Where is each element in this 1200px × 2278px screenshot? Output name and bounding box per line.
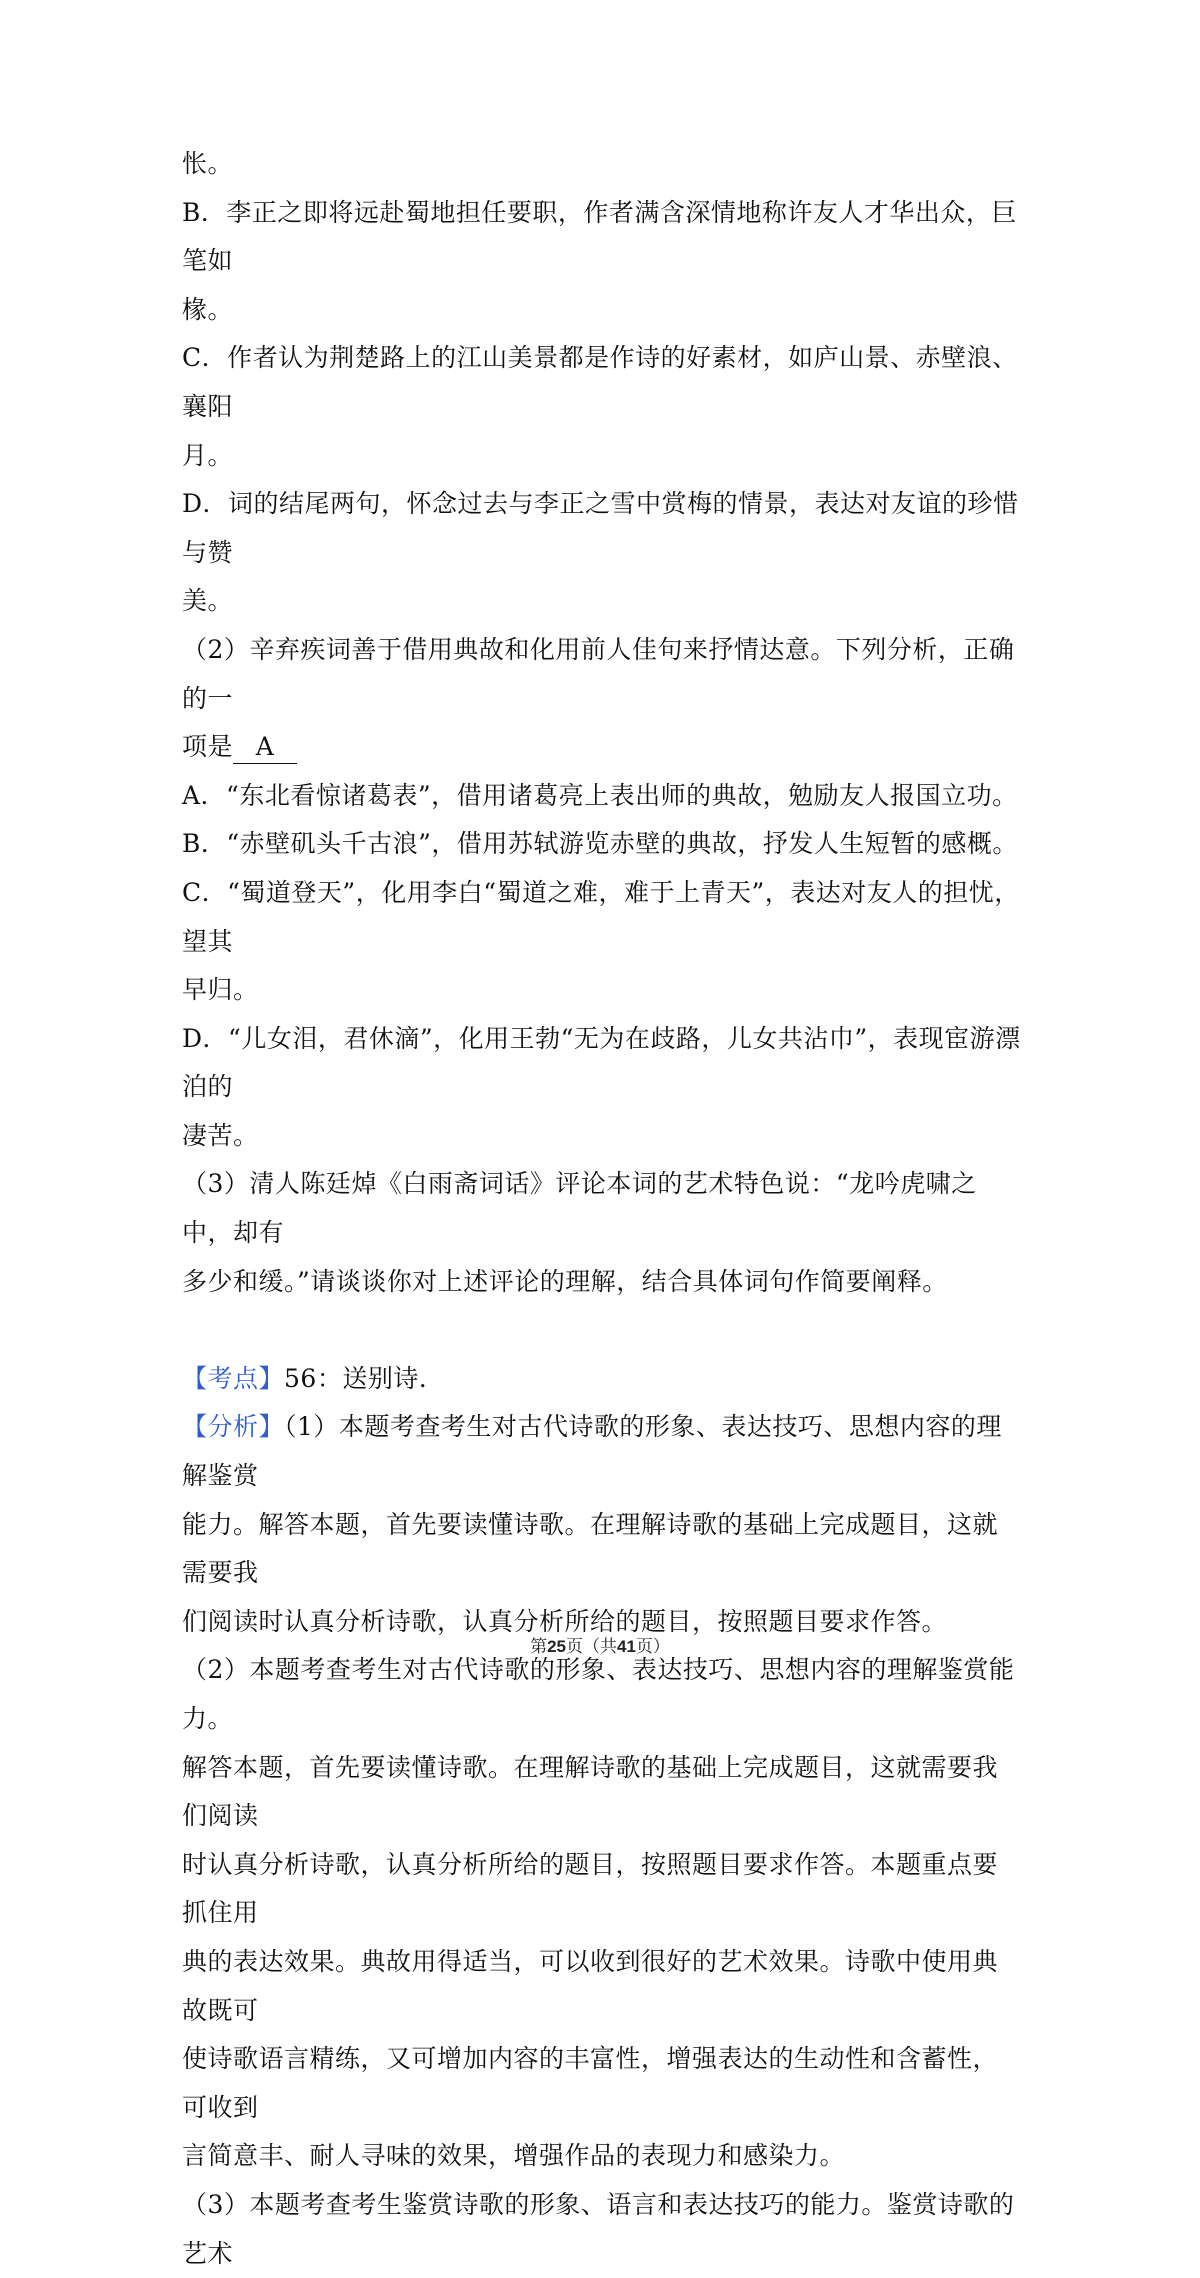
option-line: 早归。: [182, 975, 259, 1005]
text-line: 椽。: [182, 294, 234, 324]
footer-total-pages: 41: [617, 1637, 636, 1656]
page-footer: [0, 1632, 1200, 1657]
fenxi-text-line: 们阅读时认真分析诗歌，认真分析所给的题目，按照题目要求作答。: [182, 1606, 948, 1636]
q2-answer-line: [182, 723, 1022, 772]
question-options-block: [182, 140, 1022, 723]
kaodian-tag: 【考点】: [182, 1363, 285, 1393]
fenxi-line: [182, 1403, 1022, 1500]
analysis-line: 使诗歌语言精练，又可增加内容的丰富性，增强表达的生动性和含蓄性，可收到: [182, 2044, 999, 2122]
analysis-line: 时认真分析诗歌，认真分析所给的题目，按照题目要求作答。本题重点要抓住用: [182, 1849, 999, 1928]
analysis-line: （3）本题考查考生鉴赏诗歌的形象、语言和表达技巧的能力。鉴赏诗歌的艺术: [182, 2189, 1015, 2268]
text-line: 月。: [182, 440, 234, 470]
text-line: D．词的结尾两句，怀念过去与李正之雪中赏梅的情景，表达对友谊的珍惜与赞: [182, 489, 1019, 567]
footer-page-number: 25: [547, 1637, 566, 1656]
text-line: 怅。: [182, 149, 234, 178]
fenxi-tag: 【分析】: [182, 1412, 285, 1442]
question-two-options-block: [182, 772, 1022, 1307]
option-line: A．“东北看惊诸葛表”，借用诸葛亮上表出师的典故，勉励友人报国立功。: [182, 780, 1018, 810]
footer-pre: 第: [530, 1637, 548, 1657]
q2-answer-blank: A: [233, 731, 297, 764]
footer-post: 页）: [635, 1637, 670, 1657]
page-content: [182, 140, 1022, 2278]
option-line: D．“儿女泪，君休滴”，化用王勃“无为在歧路，儿女共沾巾”，表现宦游漂泊的: [182, 1023, 1021, 1102]
option-line: （3）清人陈廷焯《白雨斋词话》评论本词的艺术特色说：“龙吟虎啸之中，却有: [182, 1169, 977, 1248]
analysis-line: 解答本题，首先要读懂诗歌。在理解诗歌的基础上完成题目，这就需要我们阅读: [182, 1752, 999, 1831]
footer-mid: 页（共: [566, 1637, 617, 1657]
text-line: 美。: [182, 586, 234, 616]
option-line: 多少和缓。”请谈谈你对上述评论的理解，结合具体词句作简要阐释。: [182, 1266, 948, 1296]
text-line: C．作者认为荆楚路上的江山美景都是作诗的好素材，如庐山景、赤壁浪、襄阳: [182, 343, 1018, 421]
option-line: B．“赤壁矶头千古浪”，借用苏轼游览赤壁的典故，抒发人生短暂的感概。: [182, 829, 1018, 859]
fenxi-continued: [182, 1501, 1022, 1647]
fenxi-first-line: （1）本题考查考生对古代诗歌的形象、表达技巧、思想内容的理解鉴赏: [182, 1412, 1002, 1491]
q2-prefix: 项是: [182, 732, 234, 762]
analysis-block: [182, 1646, 1022, 2278]
analysis-line: 言简意丰、耐人寻味的效果，增强作品的表现力和感染力。: [182, 2141, 846, 2171]
text-line: （2）辛弃疾词善于借用典故和化用前人佳句来抒情达意。下列分析，正确的一: [182, 634, 1015, 713]
analysis-line: （2）本题考查考生对古代诗歌的形象、表达技巧、思想内容的理解鉴赏能力。: [182, 1655, 1015, 1733]
analysis-line: 典的表达效果。典故用得适当，可以收到很好的艺术效果。诗歌中使用典故既可: [182, 1946, 999, 2025]
option-line: 凄苦。: [182, 1120, 259, 1150]
text-line: B．李正之即将远赴蜀地担任要职，作者满含深情地称许友人才华出众，巨笔如: [182, 197, 1017, 276]
section-gap: [182, 1306, 1022, 1355]
option-line: C．“蜀道登天”，化用李白“蜀道之难，难于上青天”，表达对友人的担忧，望其: [182, 877, 1020, 956]
fenxi-text-line: 能力。解答本题，首先要读懂诗歌。在理解诗歌的基础上完成题目，这就需要我: [182, 1509, 999, 1588]
kaodian-line: [182, 1355, 1022, 1404]
kaodian-text: 56：送别诗．: [284, 1363, 445, 1393]
